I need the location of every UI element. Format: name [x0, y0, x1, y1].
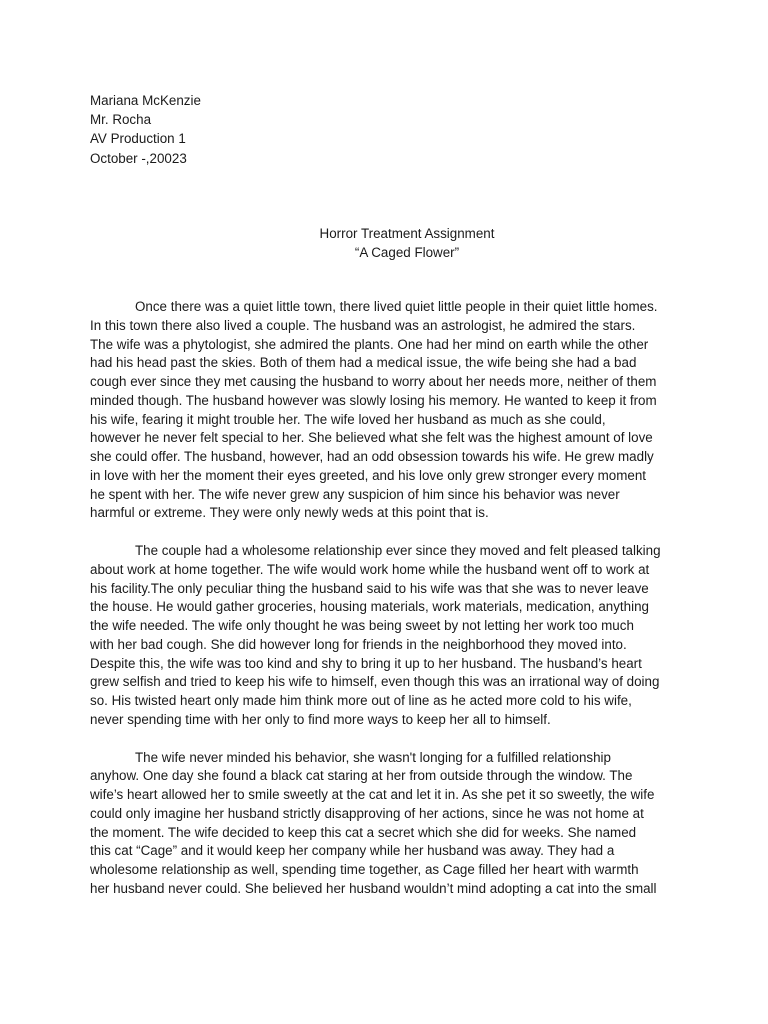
paragraph-line: wholesome relationship as well, spending time together, as Cage filled her heart with warmth: [90, 862, 639, 877]
paragraph-line: he spent with her. The wife never grew any suspicion of him since his behavior was never: [90, 486, 620, 502]
paragraph-line: cough ever since they met causing the husband to worry about her needs more, neither of them: [90, 374, 657, 389]
paragraph-line: anyhow. One day she found a black cat staring at her from outside through the window. The: [90, 768, 633, 784]
date-line: October -,20023: [90, 150, 187, 166]
paragraph-line: she could offer. The husband, however, had an odd obsession towards his wife. He grew madly: [90, 449, 654, 464]
story-title: “A Caged Flower”: [354, 245, 460, 261]
paragraph-line: Despite this, the wife was too kind and shy to bring it up to her husband. The husband’s heart: [90, 655, 642, 671]
paragraph-line: about work at home together. The wife would work home while the husband went off to work at: [90, 561, 650, 577]
paragraph-line: with her bad cough. She did however long for friends in the neighborhood they moved into.: [90, 636, 627, 652]
paragraph-line: so. His twisted heart only made him think more out of line as he acted more cold to his wife,: [90, 693, 632, 708]
student-heading: [90, 91, 201, 168]
paragraph-line: harmful or extreme. They were only newly weds at this point that is.: [90, 505, 489, 521]
author-name: Mariana McKenzie: [90, 93, 201, 108]
body-paragraph: [90, 542, 688, 730]
assignment-title: Horror Treatment Assignment: [319, 226, 495, 241]
paragraph-line: could only imagine her husband strictly disapproving of her actions, since he was not home at: [90, 805, 644, 821]
paragraph-line: had his head past the skies. Both of them had a medical issue, the wife being she had a bad: [90, 355, 637, 371]
course-name: AV Production 1: [90, 131, 186, 147]
paragraph-line: however he never felt special to her. She believed what she felt was the highest amount of love: [90, 430, 653, 446]
body-paragraph: [90, 298, 688, 523]
paragraph-line: In this town there also lived a couple. The husband was an astrologist, he admired the stars.: [90, 317, 636, 333]
paragraph-line: minded though. The husband however was slowly losing his memory. He wanted to keep it from: [90, 392, 657, 408]
paragraph-line: wife’s heart allowed her to smile sweetly at the cat and let it in. As she pet it so sweetly, the wife: [90, 787, 655, 802]
teacher-name: Mr. Rocha: [90, 112, 152, 128]
paragraph-line: grew selfish and tried to keep his wife to himself, even though this was an irrational way of doing: [90, 674, 660, 690]
paragraph-line: her husband never could. She believed her husband wouldn’t mind adopting a cat into the small: [90, 880, 657, 896]
document-body: [90, 298, 688, 918]
paragraph-line: never spending time with her only to find more ways to keep her all to himself.: [90, 711, 551, 727]
paragraph-line: his wife, fearing it might trouble her. The wife loved her husband as much as she could,: [90, 411, 606, 427]
body-paragraph: [90, 749, 688, 899]
document-title: [0, 224, 768, 262]
paragraph-line: the moment. The wife decided to keep this cat a secret which she did for weeks. She named: [90, 824, 637, 840]
paragraph-line: The wife was a phytologist, she admired the plants. One had her mind on earth while the other: [90, 336, 649, 352]
paragraph-line: Once there was a quiet little town, there lived quiet little people in their quiet little homes.: [135, 299, 658, 314]
paragraph-line: The wife never minded his behavior, she wasn't longing for a fulfilled relationship: [135, 749, 611, 765]
paragraph-line: his facility.The only peculiar thing the husband said to his wife was that she was to never leave: [90, 580, 649, 596]
paragraph-line: this cat “Cage” and it would keep her company while her husband was away. They had a: [90, 843, 615, 859]
paragraph-line: in love with her the moment their eyes greeted, and his love only grew stronger every moment: [90, 467, 646, 483]
paragraph-line: the house. He would gather groceries, housing materials, work materials, medication, anything: [90, 599, 649, 615]
paragraph-line: the wife needed. The wife only thought he was being sweet by not letting her work too much: [90, 618, 634, 633]
paragraph-line: The couple had a wholesome relationship ever since they moved and felt pleased talking: [135, 543, 661, 558]
